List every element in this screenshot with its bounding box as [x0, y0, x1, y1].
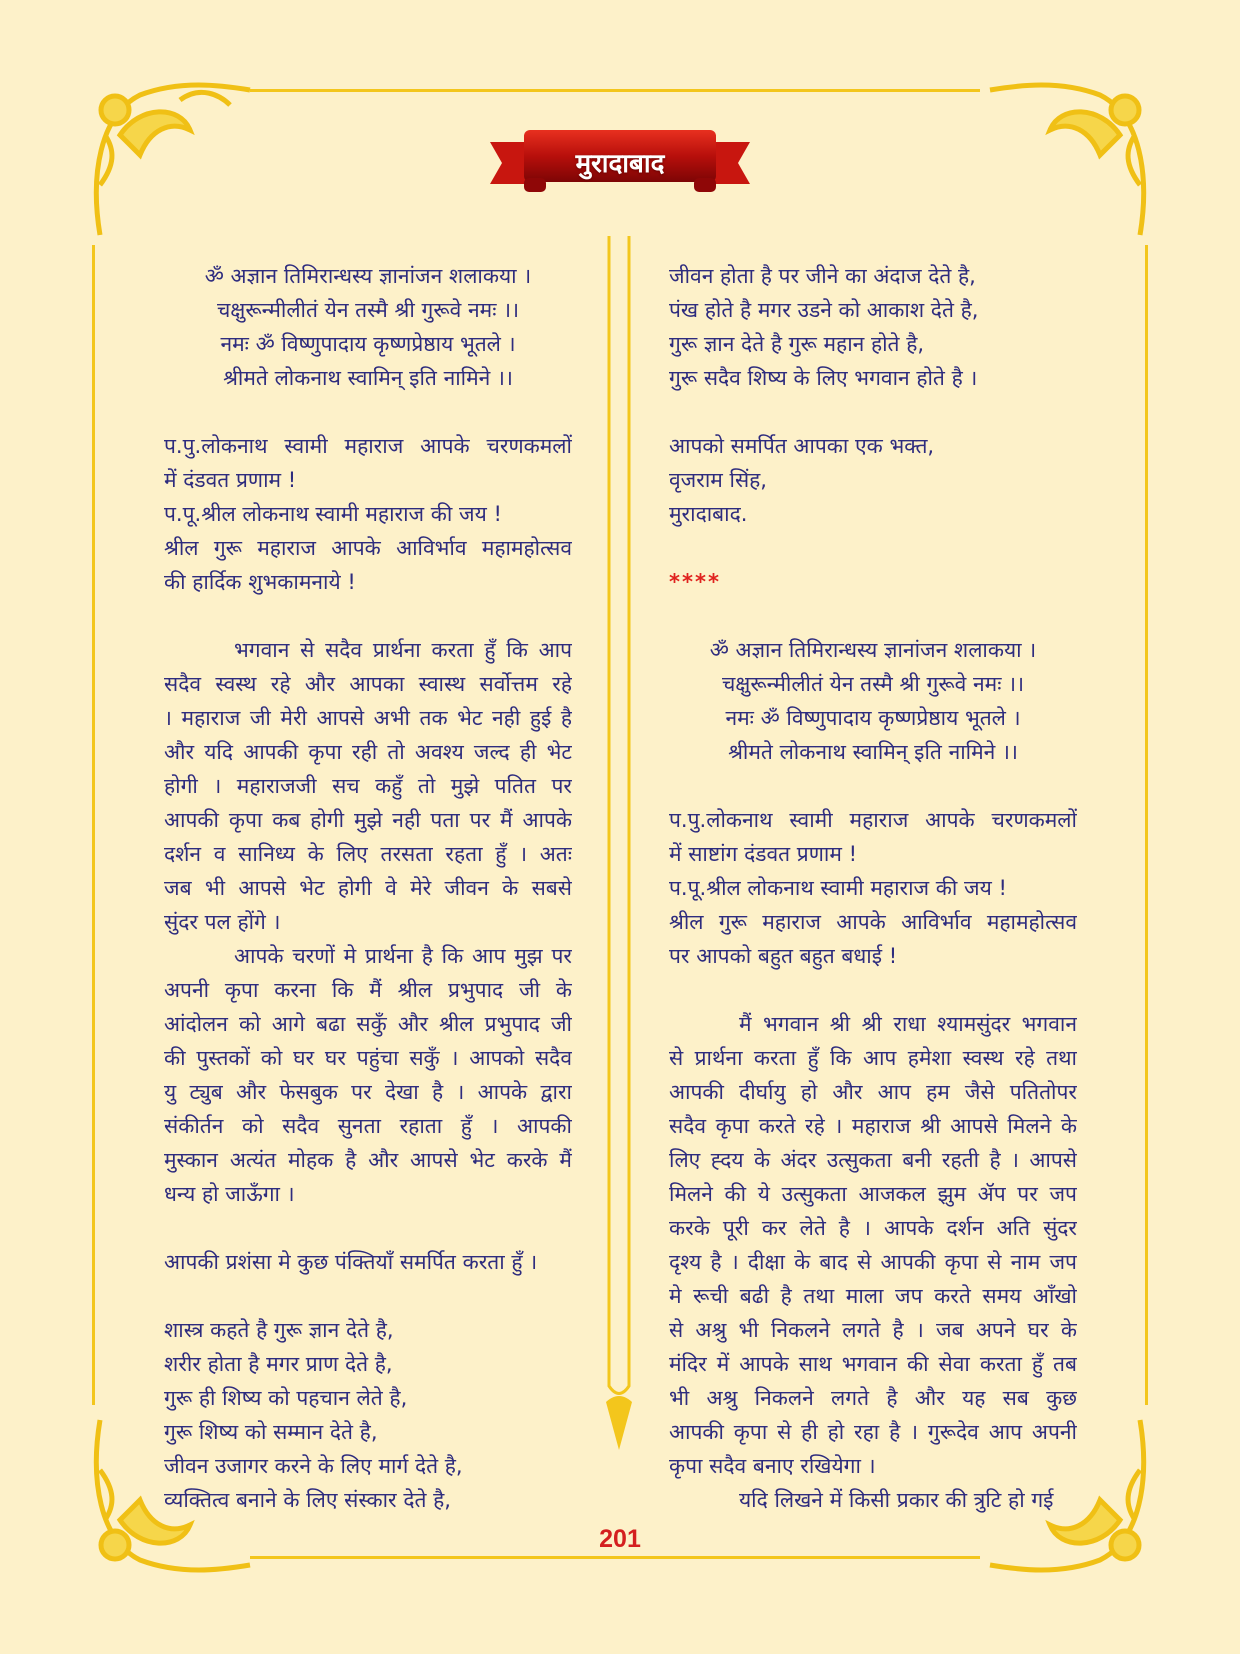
blank-line: [164, 599, 572, 633]
paragraph-line: होगी । महाराजजी सच कहुँ तो मुझे पतित पर: [164, 774, 572, 798]
verse-line: गुरू शिष्य को सम्मान देते है,: [164, 1420, 378, 1444]
paragraph-line: प.पू.श्रील लोकनाथ स्वामी महाराज की जय !: [669, 876, 1007, 900]
paragraph-line: लिए ह्दय के अंदर उत्सुकता बनी रहती है । आपसे: [669, 1148, 1077, 1172]
paragraph-line: से प्रार्थना करता हुँ कि आप हमेशा स्वस्थ रहे तथा: [669, 1046, 1077, 1070]
right-column: [669, 259, 1077, 1517]
blank-line: [669, 599, 1077, 633]
paragraph-line: धन्य हो जाऊँगा ।: [164, 1182, 295, 1206]
column-divider: [604, 236, 634, 1396]
separator-stars: ****: [669, 570, 721, 594]
paragraph-line: सदैव स्वस्थ रहे और आपका स्वास्थ सर्वोत्तम रहे: [164, 672, 572, 696]
paragraph-line: जब भी आपसे भेट होगी वे मेरे जीवन के सबसे: [164, 876, 572, 900]
paragraph-line: सुंदर पल होंगे ।: [164, 910, 281, 934]
mantra-line: श्रीमते लोकनाथ स्वामिन् इति नामिने ।।: [728, 740, 1018, 764]
verse-line: आपकी प्रशंसा मे कुछ पंक्तियाँ समर्पित करता हुँ ।: [164, 1250, 538, 1274]
paragraph-line: दर्शन व सानिध्य के लिए तरसता रहता हुँ । अतः: [164, 842, 572, 866]
verse-line: शास्त्र कहते है गुरू ज्ञान देते है,: [164, 1318, 394, 1342]
paragraph-line: की पुस्तकों को घर घर पहुंचा सकुँ । आपको सदैव: [164, 1046, 572, 1070]
paragraph-line: आपकी दीर्घायु हो और आप हम जैसे पतितोपर: [669, 1080, 1077, 1104]
paragraph-line: आपकी कृपा से ही हो रहा है । गुरूदेव आप अपनी: [669, 1420, 1077, 1444]
paragraph-line: प.पु.लोकनाथ स्वामी महाराज आपके चरणकमलों: [164, 434, 572, 458]
paragraph-line: की हार्दिक शुभकामनाये !: [164, 570, 356, 594]
frame-right-border: [1145, 245, 1148, 1405]
paragraph-line: प.पु.लोकनाथ स्वामी महाराज आपके चरणकमलों: [669, 808, 1077, 832]
paragraph-line: और यदि आपकी कृपा रही तो अवश्य जल्द ही भेट: [164, 740, 572, 764]
mantra-line: नमः ॐ विष्णुपादाय कृष्णप्रेष्ठाय भूतले ।: [725, 706, 1021, 730]
paragraph-line: आंदोलन को आगे बढा सकुँ और श्रील प्रभुपाद जी: [164, 1012, 572, 1036]
paragraph-line: मैं भगवान श्री श्री राधा श्यामसुंदर भगवान: [739, 1012, 1077, 1036]
divider-drop-icon: [604, 1392, 634, 1452]
mantra-line: ॐ अज्ञान तिमिरान्धस्य ज्ञानांजन शलाकया ।: [204, 264, 532, 288]
blank-line: [164, 395, 572, 429]
page-title: मुरादाबाद: [575, 149, 665, 179]
verse-line: आपको समर्पित आपका एक भक्त,: [669, 434, 935, 458]
paragraph-line: यु ट्युब और फेसबुक पर देखा है । आपके द्वारा: [164, 1080, 572, 1104]
verse-line: व्यक्तित्व बनाने के लिए संस्कार देते है,: [164, 1488, 451, 1512]
paragraph-line: श्रील गुरू महाराज आपके आविर्भाव महामहोत्सव: [164, 536, 572, 560]
paragraph-line: आपके चरणों मे प्रार्थना है कि आप मुझ पर: [234, 944, 572, 968]
paragraph-line: । महाराज जी मेरी आपसे अभी तक भेट नही हुई है: [164, 706, 572, 730]
verse-line: गुरू ही शिष्य को पहचान लेते है,: [164, 1386, 408, 1410]
mantra-line: श्रीमते लोकनाथ स्वामिन् इति नामिने ।।: [223, 366, 513, 390]
frame-left-border: [92, 245, 95, 1405]
paragraph-line: यदि लिखने में किसी प्रकार की त्रुटि हो गई: [739, 1488, 1054, 1512]
paragraph-line: प.पू.श्रील लोकनाथ स्वामी महाराज की जय !: [164, 502, 502, 526]
blank-line: [164, 1279, 572, 1313]
verse-line: गुरू सदैव शिष्य के लिए भगवान होते है ।: [669, 366, 978, 390]
paragraph-line: करके पूरी कर लेते है । आपके दर्शन अति सुंदर: [669, 1216, 1077, 1240]
frame-bottom-border: [250, 1556, 980, 1559]
paragraph-line: मिलने की ये उत्सुकता आजकल झुम ॲप पर जप: [669, 1182, 1077, 1206]
blank-line: [669, 395, 1077, 429]
verse-line: मुरादाबाद.: [669, 502, 748, 526]
paragraph-line: भी अश्रु निकलने लगते है और यह सब कुछ: [669, 1386, 1077, 1410]
paragraph-line: आपकी कृपा कब होगी मुझे नही पता पर मैं आपके: [164, 808, 572, 832]
paragraph-line: कृपा सदैव बनाए रखियेगा ।: [669, 1454, 876, 1478]
verse-line: शरीर होता है मगर प्राण देते है,: [164, 1352, 393, 1376]
paragraph-line: संकीर्तन को सदैव सुनता रहाता हुँ । आपकी: [164, 1114, 572, 1138]
blank-line: [164, 1211, 572, 1245]
paragraph-line: भगवान से सदैव प्रार्थना करता हुँ कि आप: [234, 638, 572, 662]
verse-line: जीवन होता है पर जीने का अंदाज देते है,: [669, 264, 976, 288]
blank-line: [669, 973, 1077, 1007]
paragraph-line: में दंडवत प्रणाम !: [164, 468, 297, 492]
blank-line: [669, 531, 1077, 565]
paragraph-line: अपनी कृपा करना कि मैं श्रील प्रभुपाद जी के: [164, 978, 572, 1002]
verse-line: वृजराम सिंह,: [669, 468, 767, 492]
paragraph-line: दृश्य है । दीक्षा के बाद से आपकी कृपा से नाम जप: [669, 1250, 1077, 1274]
paragraph-line: मुस्कान अत्यंत मोहक है और आपसे भेट करके मैं: [164, 1148, 572, 1172]
paragraph-line: मे रूची बढी है तथा माला जप करते समय आँखो: [669, 1284, 1077, 1308]
paragraph-line: मंदिर में आपके साथ भगवान की सेवा करता हुँ तब: [669, 1352, 1077, 1376]
verse-line: गुरू ज्ञान देते है गुरू महान होते है,: [669, 332, 925, 356]
mantra-line: ॐ अज्ञान तिमिरान्धस्य ज्ञानांजन शलाकया ।: [709, 638, 1037, 662]
mantra-line: चक्षुरून्मीलीतं येन तस्मै श्री गुरूवे नमः ।।: [216, 298, 520, 322]
paragraph-line: पर आपको बहुत बहुत बधाई !: [669, 944, 898, 968]
blank-line: [669, 769, 1077, 803]
mantra-line: नमः ॐ विष्णुपादाय कृष्णप्रेष्ठाय भूतले ।: [220, 332, 516, 356]
paragraph-line: से अश्रु भी निकलने लगते है । जब अपने घर के: [669, 1318, 1077, 1342]
mantra-line: चक्षुरून्मीलीतं येन तस्मै श्री गुरूवे नमः ।।: [721, 672, 1025, 696]
verse-line: पंख होते है मगर उडने को आकाश देते है,: [669, 298, 979, 322]
paragraph-line: सदैव कृपा करते रहे । महाराज श्री आपसे मिलने के: [669, 1114, 1077, 1138]
paragraph-line: श्रील गुरू महाराज आपके आविर्भाव महामहोत्सव: [669, 910, 1077, 934]
verse-line: जीवन उजागर करने के लिए मार्ग देते है,: [164, 1454, 463, 1478]
page-number: 201: [599, 1525, 641, 1553]
paragraph-line: में साष्टांग दंडवत प्रणाम !: [669, 842, 857, 866]
left-column: [164, 259, 572, 1517]
frame-top-border: [250, 89, 980, 92]
